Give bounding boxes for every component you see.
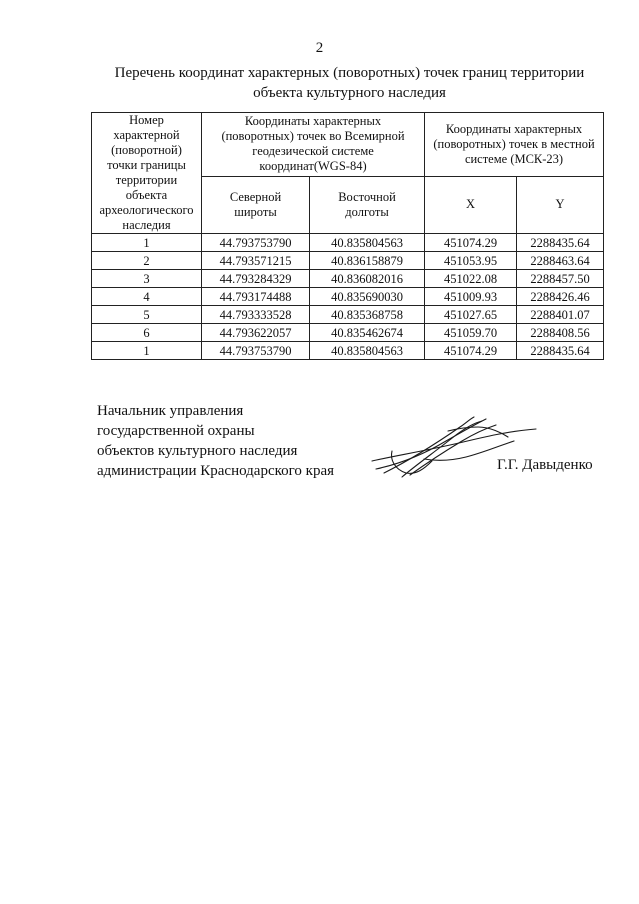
cell-x: 451074.29 xyxy=(425,342,517,360)
cell-x: 451053.95 xyxy=(425,252,517,270)
cell-point: 1 xyxy=(92,342,202,360)
cell-x: 451009.93 xyxy=(425,288,517,306)
cell-y: 2288408.56 xyxy=(517,324,604,342)
handwritten-signature xyxy=(364,411,544,488)
title-line-2: объекта культурного наследия xyxy=(253,85,446,101)
cell-y: 2288435.64 xyxy=(517,342,604,360)
cell-lon: 40.835804563 xyxy=(310,342,425,360)
cell-y: 2288435.64 xyxy=(517,234,604,252)
header-wgs84-group: Координаты характерных (поворотных) точек во Всемирной геодезической системе координат(WGS-84) xyxy=(202,113,425,177)
cell-lat: 44.793571215 xyxy=(202,252,310,270)
position-line: Начальник управления xyxy=(97,403,244,419)
header-y: Y xyxy=(517,176,604,233)
header-msk23-group: Координаты характерных (поворотных) точек в местной системе (МСК-23) xyxy=(425,113,604,177)
cell-x: 451074.29 xyxy=(425,234,517,252)
position-line: администрации Краснодарского края xyxy=(97,463,335,479)
cell-lon: 40.836158879 xyxy=(310,252,425,270)
cell-x: 451059.70 xyxy=(425,324,517,342)
position-line: государственной охраны xyxy=(97,423,255,439)
signer-name: Г.Г. Давыденко xyxy=(497,457,593,473)
cell-lon: 40.835804563 xyxy=(310,234,425,252)
cell-x: 451022.08 xyxy=(425,270,517,288)
header-east-longitude: Восточной долготы xyxy=(310,176,425,233)
cell-lon: 40.836082016 xyxy=(310,270,425,288)
table-row xyxy=(92,306,604,324)
header-point-number: Номер характерной (поворотной) точки границы территории объекта археологического наследия xyxy=(92,113,202,234)
signatory-position xyxy=(97,401,334,481)
cell-point: 5 xyxy=(92,306,202,324)
cell-lat: 44.793622057 xyxy=(202,324,310,342)
table-row xyxy=(92,234,604,252)
cell-point: 6 xyxy=(92,324,202,342)
cell-lon: 40.835690030 xyxy=(310,288,425,306)
cell-y: 2288426.46 xyxy=(517,288,604,306)
cell-lon: 40.835462674 xyxy=(310,324,425,342)
table-row xyxy=(92,342,604,360)
coordinates-table xyxy=(91,112,604,360)
cell-y: 2288457.50 xyxy=(517,270,604,288)
cell-point: 1 xyxy=(92,234,202,252)
document-title xyxy=(60,63,639,103)
cell-point: 2 xyxy=(92,252,202,270)
cell-y: 2288463.64 xyxy=(517,252,604,270)
cell-lat: 44.793333528 xyxy=(202,306,310,324)
cell-lat: 44.793174488 xyxy=(202,288,310,306)
cell-x: 451027.65 xyxy=(425,306,517,324)
table-row xyxy=(92,252,604,270)
title-line-1: Перечень координат характерных (поворотных) точек границ территории xyxy=(114,65,585,81)
page-number: 2 xyxy=(315,40,324,56)
table-row xyxy=(92,288,604,306)
cell-lat: 44.793753790 xyxy=(202,342,310,360)
cell-y: 2288401.07 xyxy=(517,306,604,324)
cell-lat: 44.793284329 xyxy=(202,270,310,288)
position-line: объектов культурного наследия xyxy=(97,443,298,459)
cell-point: 3 xyxy=(92,270,202,288)
header-x: X xyxy=(425,176,517,233)
cell-lon: 40.835368758 xyxy=(310,306,425,324)
cell-lat: 44.793753790 xyxy=(202,234,310,252)
cell-point: 4 xyxy=(92,288,202,306)
table-row xyxy=(92,324,604,342)
header-north-latitude: Северной широты xyxy=(202,176,310,233)
table-row xyxy=(92,270,604,288)
